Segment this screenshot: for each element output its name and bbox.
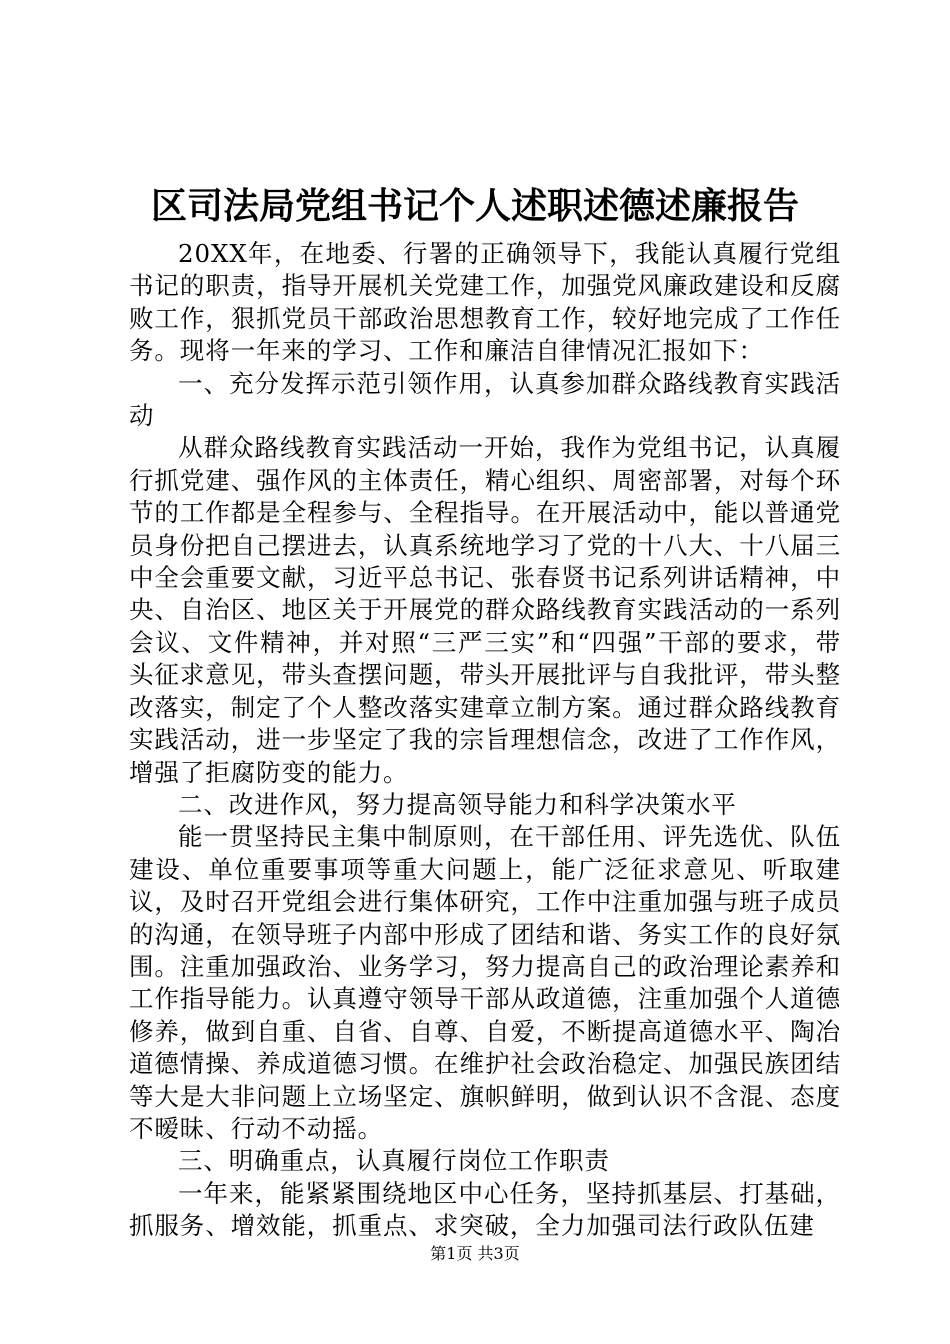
section-paragraph-1: 从群众路线教育实践活动一开始，我作为党组书记，认真履行抓党建、强作风的主体责任，精心组织、周密部署，对每个环节的工作都是全程参与、全程指导。在开展活动中，能以普通党员身份把自己摆进去，认真系统地学习了党的十八大、十八届三中全会重要文献，习近平总书记、张春贤书记系列讲话精神，中央、自治区、地区关于开展党的群众路线教育实践活动的一系列会议、文件精神，并对照“三严三实”和“四强”干部的要求，带头征求意见，带头查摆问题，带头开展批评与自我批评，带头整改落实，制定了个人整改落实建章立制方案。通过群众路线教育实践活动，进一步坚定了我的宗旨理想信念，改进了工作作风，增强了拒腐防变的能力。 — [129, 433, 841, 787]
document-body — [129, 238, 841, 1243]
section-paragraph-3: 一年来，能紧紧围绕地区中心任务，坚持抓基层、打基础，抓服务、增效能，抓重点、求突破，全力加强司法行政队伍建 — [129, 1178, 841, 1241]
section-heading-2: 二、改进作风，努力提高领导能力和科学决策水平 — [178, 789, 737, 819]
section-heading-1: 一、充分发挥示范引领作用，认真参加群众路线教育实践活动 — [129, 368, 841, 431]
document-title: 区司法局党组书记个人述职述德述廉报告 — [150, 186, 799, 227]
intro-paragraph: 20XX年，在地委、行署的正确领导下，我能认真履行党组书记的职责，指导开展机关党建工作，加强党风廉政建设和反腐败工作，狠抓党员干部政治思想教育工作，较好地完成了工作任务。现将一年来的学习、工作和廉洁自律情况汇报如下： — [129, 239, 841, 366]
page-number-footer: 第1页 共3页 — [430, 1244, 520, 1263]
section-heading-3: 三、明确重点，认真履行岗位工作职责 — [178, 1146, 610, 1176]
section-paragraph-2: 能一贯坚持民主集中制原则，在干部任用、评先选优、队伍建设、单位重要事项等重大问题上，能广泛征求意见、听取建议，及时召开党组会进行集体研究，工作中注重加强与班子成员的沟通，在领导班子内部中形成了团结和谐、务实工作的良好氛围。注重加强政治、业务学习，努力提高自己的政治理论素养和工作指导能力。认真遵守领导干部从政道德，注重加强个人道德修养，做到自重、自省、自尊、自爱，不断提高道德水平、陶冶道德情操、养成道德习惯。在维护社会政治稳定、加强民族团结等大是大非问题上立场坚定、旗帜鲜明，做到认识不含混、态度不暧昧、行动不动摇。 — [129, 822, 841, 1143]
